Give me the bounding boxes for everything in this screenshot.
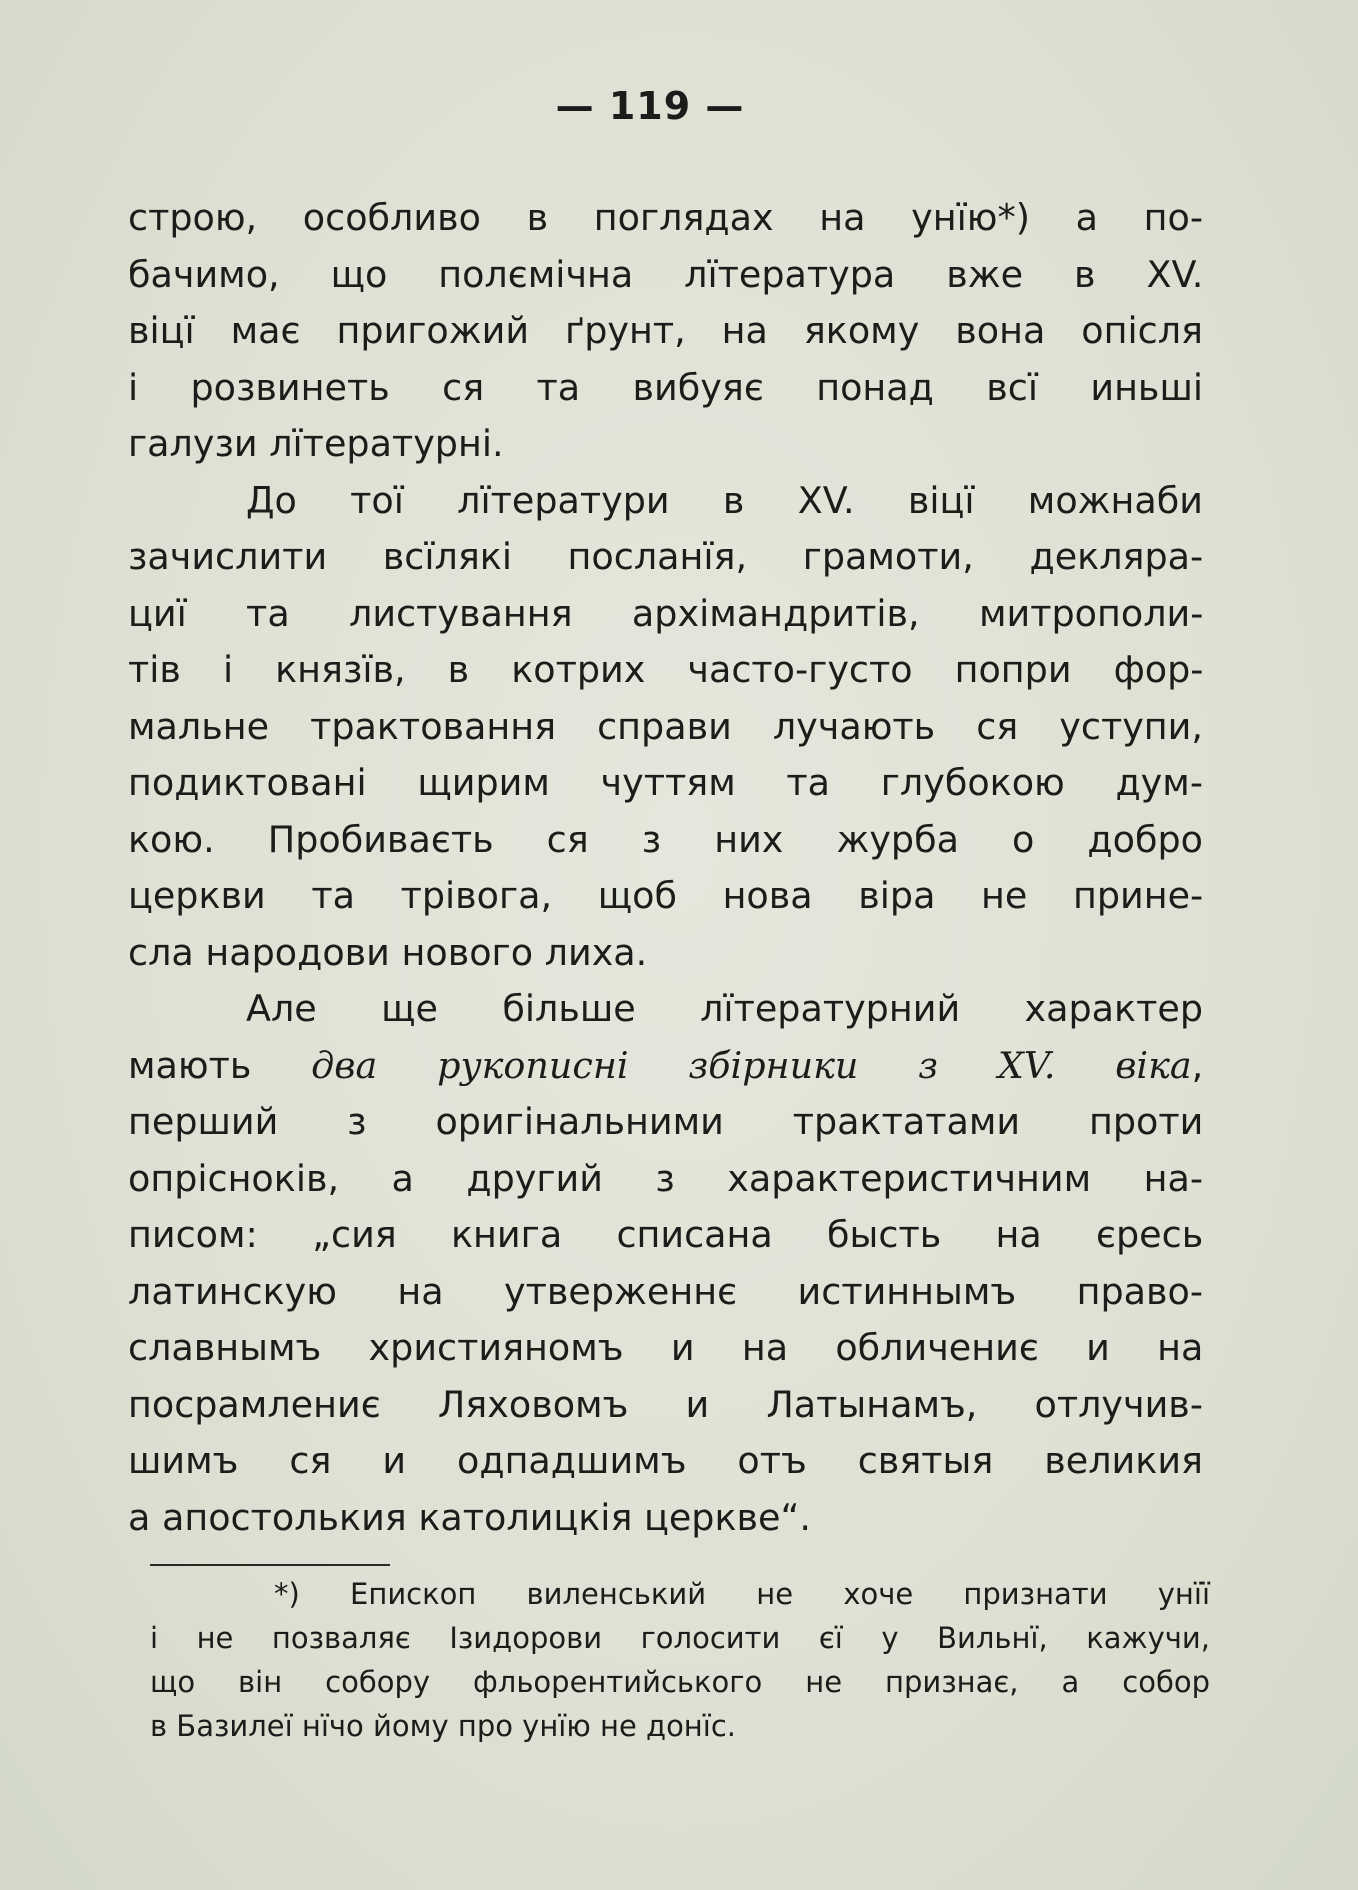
text-line: славнымъ християномъ и на обличениє и на (128, 1326, 1204, 1369)
text-line: а апостолькия католицкія церкве“. (128, 1495, 812, 1539)
text-line: шимъ ся и одпадшимъ отъ святыя великия (128, 1439, 1203, 1482)
text-line: віцї має пригожий ґрунт, на якому вона опісля (128, 309, 1203, 352)
footnote-line: в Базилеї нїчо йому про унїю не донїс. (150, 1709, 736, 1743)
text-line: опрісноків, а другий з характеристичним на- (128, 1156, 1203, 1200)
text-line: латинскую на утверженнє истиннымъ право- (128, 1269, 1203, 1313)
text-line: бачимо, що полємічна лїтература вже в XV. (128, 252, 1204, 296)
page-number: — 119 — (555, 84, 745, 128)
text-line: зачислити всїлякі посланїя, грамоти, деклярa- (128, 535, 1204, 578)
text-line: перший з оригінальними трактатами проти (128, 1100, 1204, 1143)
paragraph-3 (128, 981, 1203, 1546)
paragraph-2 (128, 473, 1203, 982)
text-line: Але ще більше лїтературний характер (246, 987, 1203, 1030)
paragraph-1 (128, 190, 1203, 473)
footnote-line: *) Епископ виленський не хоче признати унїї (274, 1577, 1210, 1611)
text-line: посрамлениє Ляховомъ и Латынамъ, отлучив- (128, 1382, 1203, 1426)
text-line: тів і князїв, в котрих часто-густо попри фор- (128, 648, 1204, 691)
text-line-with-emphasis (128, 1038, 1203, 1095)
text-line: строю, особливо в поглядах на унїю*) а по- (128, 196, 1203, 239)
emphasis-text: два рукописні збірники з XV. віка (311, 1043, 1192, 1087)
text-line: циї та листування архімандритів, митрополи- (128, 591, 1204, 635)
text-segment: мають (128, 1043, 312, 1087)
text-line: кою. Пробиваєть ся з них журба о добро (128, 817, 1203, 861)
text-line: подиктовані щирим чуттям та глубокою дум- (128, 761, 1203, 804)
text-line: галузи лїтературні. (128, 422, 504, 465)
text-line: і розвинеть ся та вибуяє понад всї иньші (128, 365, 1203, 409)
text-line: До тої лїтератури в XV. віцї можнаби (246, 478, 1203, 522)
footnote (150, 1572, 1210, 1748)
text-segment: , (1191, 1043, 1204, 1087)
text-line: писом: „сия книга списана бысть на єресь (128, 1213, 1204, 1256)
text-line: мальне трактовання справи лучають ся уступи, (128, 704, 1203, 748)
body-text (128, 190, 1203, 1546)
footnote-divider (150, 1564, 390, 1566)
text-line: церкви та трівога, щоб нова віра не прине- (128, 874, 1204, 917)
footnote-line: що він собору фльорентийського не признає, а собор (150, 1665, 1210, 1699)
footnote-line: і не позваляє Ізидорови голосити єї у Вильнї, кажучи, (150, 1621, 1210, 1655)
text-line: сла народови нового лиха. (128, 930, 648, 974)
